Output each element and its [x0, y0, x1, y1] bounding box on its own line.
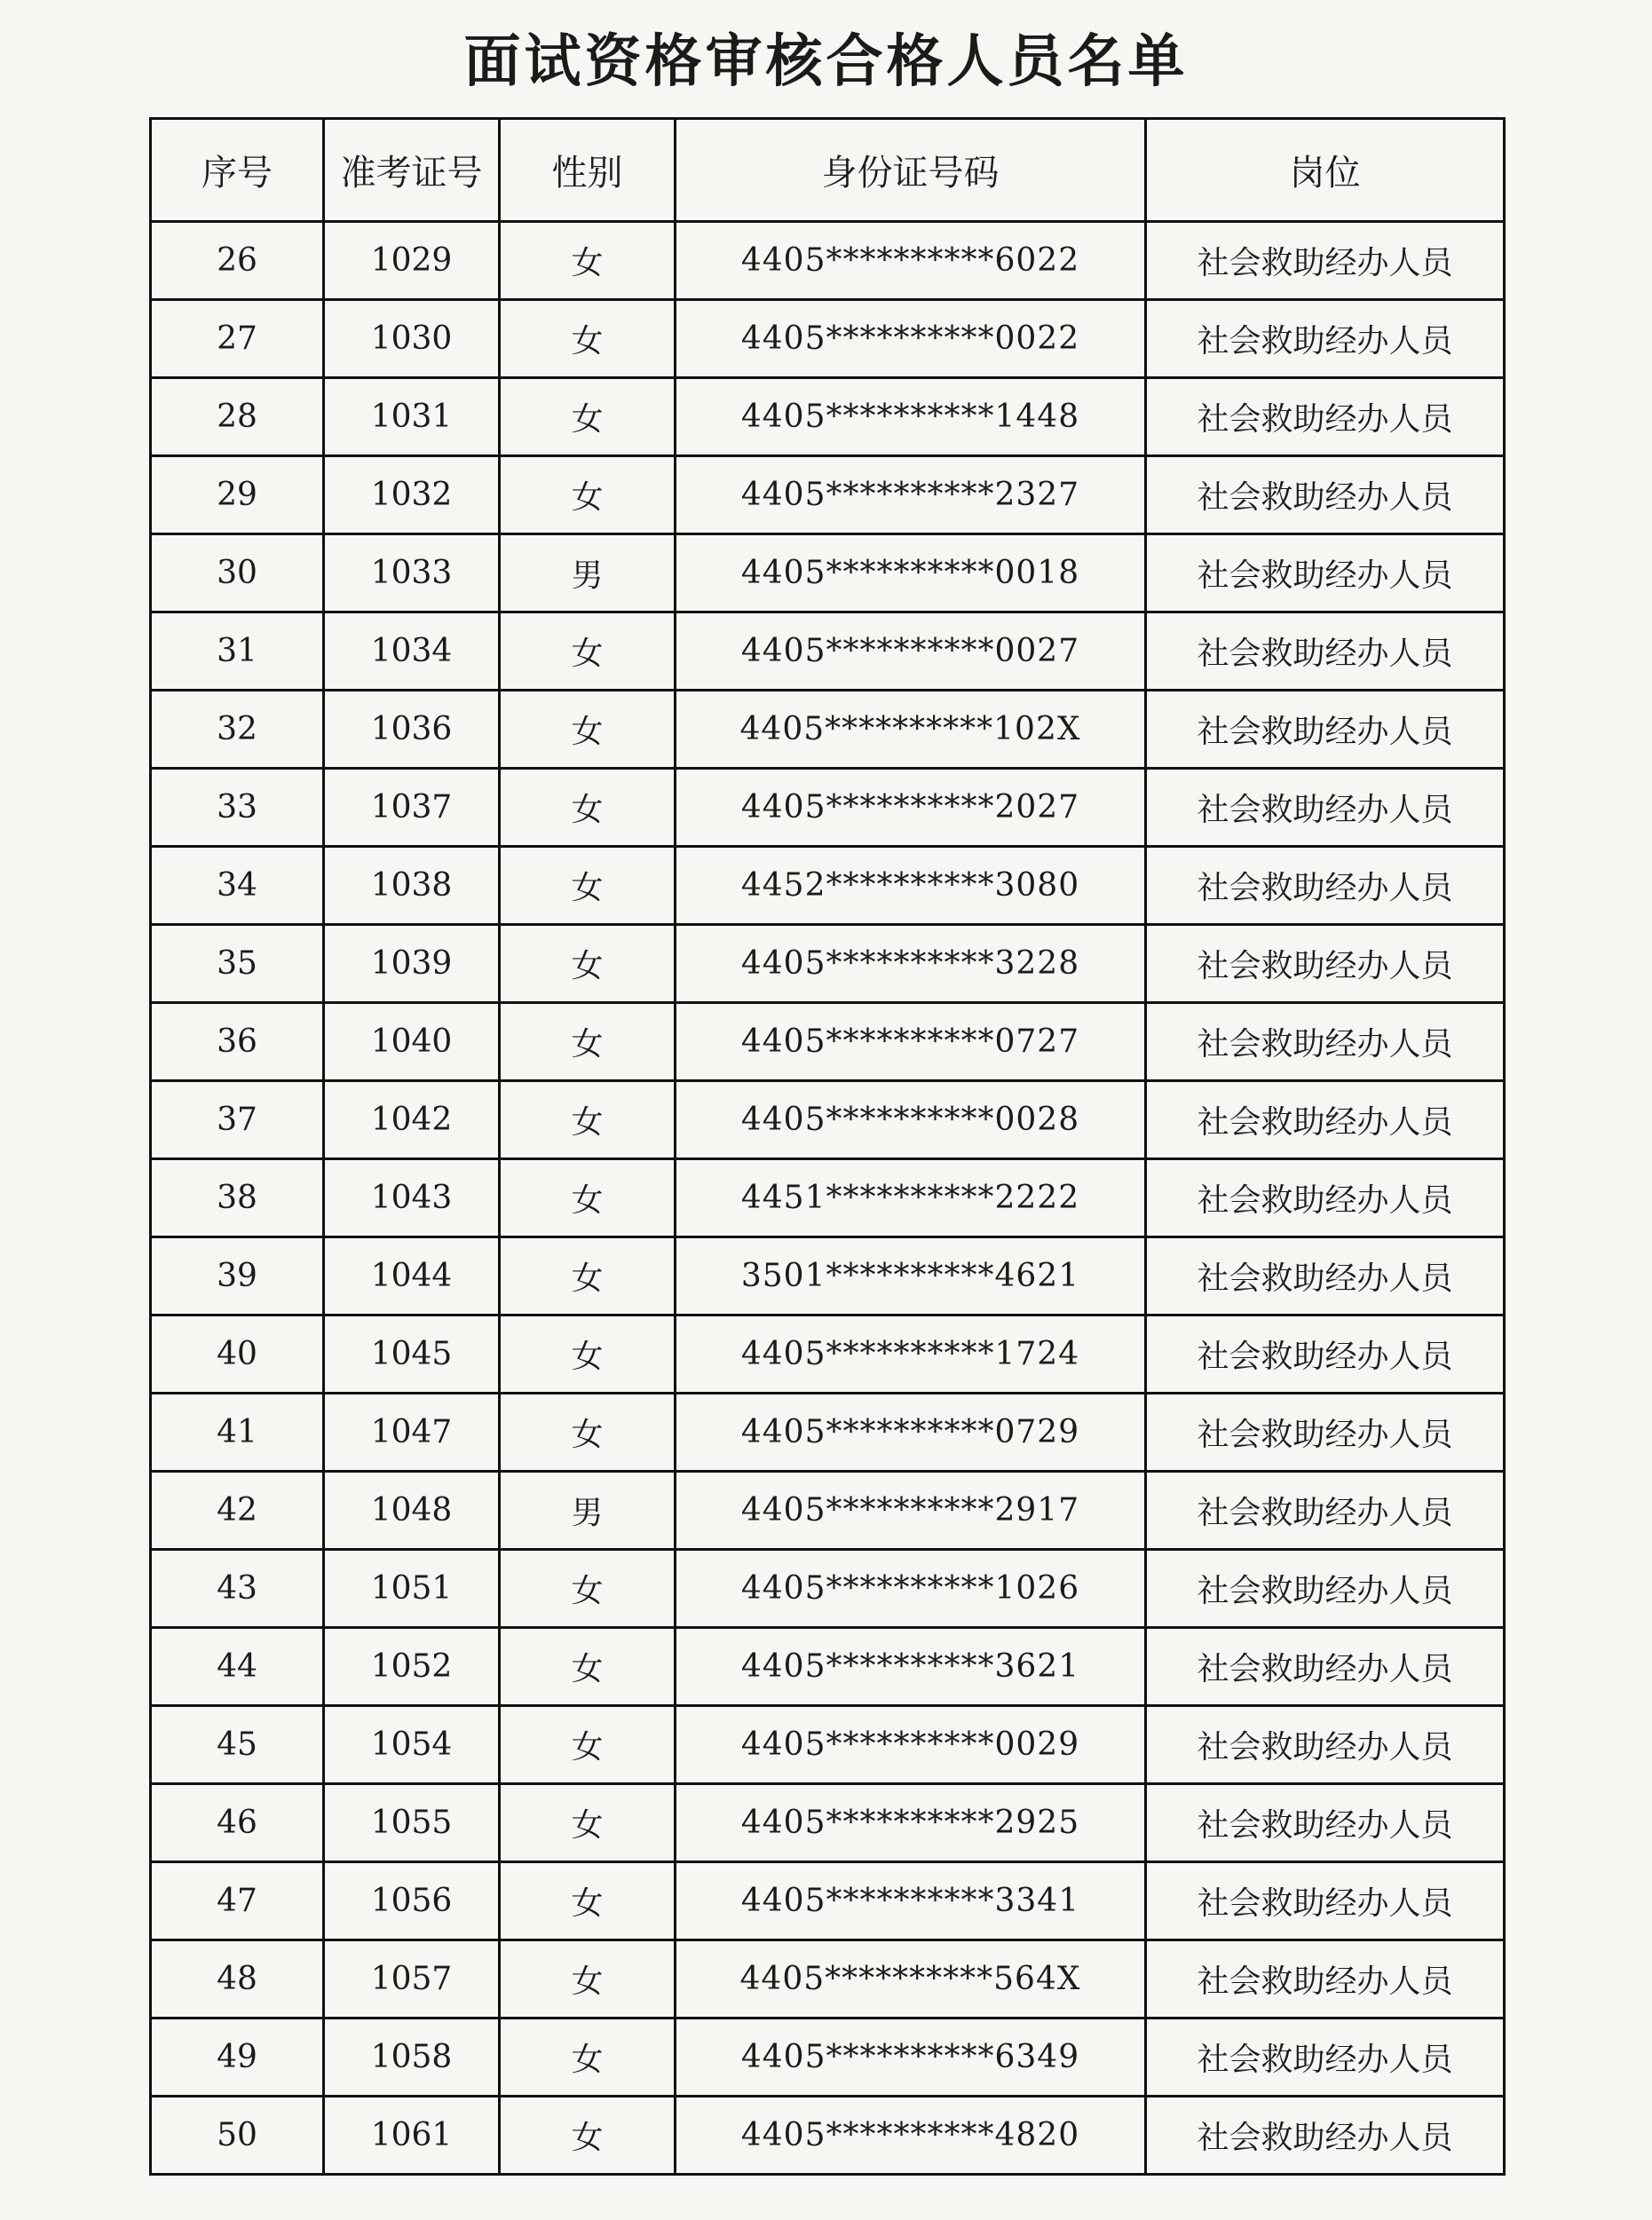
cell-gender: 女 [500, 1237, 676, 1315]
cell-exam-number: 1031 [324, 378, 500, 456]
cell-id-number: 4405**********2917 [676, 1472, 1146, 1550]
cell-id-number: 4405**********0729 [676, 1394, 1146, 1472]
table-row [151, 534, 1505, 612]
cell-position: 社会救助经办人员 [1146, 1862, 1505, 1940]
cell-exam-number: 1055 [324, 1784, 500, 1862]
cell-position: 社会救助经办人员 [1146, 1315, 1505, 1394]
cell-seq: 33 [151, 769, 324, 847]
cell-exam-number: 1056 [324, 1862, 500, 1940]
cell-seq: 46 [151, 1784, 324, 1862]
cell-id-number: 4405**********4820 [676, 2097, 1146, 2175]
cell-id-number: 4405**********6022 [676, 222, 1146, 300]
cell-seq: 36 [151, 1003, 324, 1081]
cell-position: 社会救助经办人员 [1146, 1706, 1505, 1784]
cell-position: 社会救助经办人员 [1146, 2097, 1505, 2175]
cell-seq: 34 [151, 847, 324, 925]
roster-table [149, 117, 1506, 2176]
cell-id-number: 4405**********0018 [676, 534, 1146, 612]
cell-gender: 女 [500, 1706, 676, 1784]
cell-position: 社会救助经办人员 [1146, 300, 1505, 378]
cell-exam-number: 1029 [324, 222, 500, 300]
cell-id-number: 4405**********1448 [676, 378, 1146, 456]
cell-gender: 女 [500, 1081, 676, 1159]
cell-exam-number: 1037 [324, 769, 500, 847]
table-row [151, 612, 1505, 691]
roster-table-container [149, 117, 1503, 2176]
cell-exam-number: 1042 [324, 1081, 500, 1159]
table-row [151, 2019, 1505, 2097]
cell-seq: 50 [151, 2097, 324, 2175]
cell-position: 社会救助经办人员 [1146, 1550, 1505, 1628]
cell-gender: 女 [500, 1394, 676, 1472]
cell-exam-number: 1030 [324, 300, 500, 378]
cell-seq: 35 [151, 925, 324, 1003]
cell-seq: 38 [151, 1159, 324, 1237]
cell-position: 社会救助经办人员 [1146, 534, 1505, 612]
cell-seq: 28 [151, 378, 324, 456]
cell-id-number: 4405**********2027 [676, 769, 1146, 847]
cell-position: 社会救助经办人员 [1146, 1784, 1505, 1862]
cell-position: 社会救助经办人员 [1146, 1081, 1505, 1159]
cell-gender: 女 [500, 1003, 676, 1081]
cell-gender: 男 [500, 1472, 676, 1550]
cell-position: 社会救助经办人员 [1146, 847, 1505, 925]
cell-exam-number: 1052 [324, 1628, 500, 1706]
cell-id-number: 4405**********3341 [676, 1862, 1146, 1940]
table-row [151, 222, 1505, 300]
cell-gender: 女 [500, 2019, 676, 2097]
cell-seq: 41 [151, 1394, 324, 1472]
cell-id-number: 4405**********2327 [676, 456, 1146, 534]
cell-position: 社会救助经办人员 [1146, 2019, 1505, 2097]
cell-gender: 女 [500, 378, 676, 456]
cell-id-number: 4451**********2222 [676, 1159, 1146, 1237]
cell-seq: 31 [151, 612, 324, 691]
cell-exam-number: 1047 [324, 1394, 500, 1472]
cell-gender: 女 [500, 925, 676, 1003]
table-row [151, 691, 1505, 769]
table-row [151, 1706, 1505, 1784]
column-header-id-number: 身份证号码 [676, 119, 1146, 222]
cell-seq: 29 [151, 456, 324, 534]
cell-gender: 女 [500, 769, 676, 847]
cell-gender: 女 [500, 691, 676, 769]
cell-seq: 48 [151, 1940, 324, 2019]
cell-position: 社会救助经办人员 [1146, 1003, 1505, 1081]
cell-position: 社会救助经办人员 [1146, 612, 1505, 691]
cell-exam-number: 1032 [324, 456, 500, 534]
table-row [151, 1550, 1505, 1628]
page-title: 面试资格审核合格人员名单 [463, 28, 1189, 95]
cell-gender: 女 [500, 222, 676, 300]
cell-gender: 女 [500, 1159, 676, 1237]
table-row [151, 378, 1505, 456]
cell-exam-number: 1054 [324, 1706, 500, 1784]
cell-position: 社会救助经办人员 [1146, 691, 1505, 769]
table-row [151, 1237, 1505, 1315]
cell-gender: 女 [500, 612, 676, 691]
cell-exam-number: 1051 [324, 1550, 500, 1628]
cell-id-number: 4405**********102X [676, 691, 1146, 769]
cell-seq: 42 [151, 1472, 324, 1550]
cell-exam-number: 1039 [324, 925, 500, 1003]
table-header [151, 119, 1505, 222]
table-row [151, 1862, 1505, 1940]
table-row [151, 1940, 1505, 2019]
cell-id-number: 3501**********4621 [676, 1237, 1146, 1315]
table-row [151, 1472, 1505, 1550]
table-row [151, 925, 1505, 1003]
cell-seq: 32 [151, 691, 324, 769]
table-row [151, 1003, 1505, 1081]
cell-position: 社会救助经办人员 [1146, 1159, 1505, 1237]
column-header-position: 岗位 [1146, 119, 1505, 222]
cell-position: 社会救助经办人员 [1146, 1237, 1505, 1315]
cell-position: 社会救助经办人员 [1146, 1628, 1505, 1706]
cell-gender: 男 [500, 534, 676, 612]
cell-seq: 26 [151, 222, 324, 300]
cell-position: 社会救助经办人员 [1146, 378, 1505, 456]
cell-seq: 39 [151, 1237, 324, 1315]
cell-exam-number: 1040 [324, 1003, 500, 1081]
column-header-exam-number: 准考证号 [324, 119, 500, 222]
cell-gender: 女 [500, 1628, 676, 1706]
cell-id-number: 4405**********0029 [676, 1706, 1146, 1784]
cell-position: 社会救助经办人员 [1146, 1940, 1505, 2019]
cell-seq: 30 [151, 534, 324, 612]
cell-position: 社会救助经办人员 [1146, 1394, 1505, 1472]
cell-exam-number: 1036 [324, 691, 500, 769]
cell-exam-number: 1061 [324, 2097, 500, 2175]
cell-position: 社会救助经办人员 [1146, 769, 1505, 847]
cell-id-number: 4405**********6349 [676, 2019, 1146, 2097]
cell-id-number: 4405**********1026 [676, 1550, 1146, 1628]
cell-seq: 27 [151, 300, 324, 378]
cell-seq: 37 [151, 1081, 324, 1159]
cell-id-number: 4405**********0028 [676, 1081, 1146, 1159]
cell-gender: 女 [500, 847, 676, 925]
cell-id-number: 4405**********2925 [676, 1784, 1146, 1862]
cell-gender: 女 [500, 1784, 676, 1862]
column-header-gender: 性别 [500, 119, 676, 222]
cell-seq: 47 [151, 1862, 324, 1940]
cell-id-number: 4452**********3080 [676, 847, 1146, 925]
cell-seq: 40 [151, 1315, 324, 1394]
cell-gender: 女 [500, 1862, 676, 1940]
cell-position: 社会救助经办人员 [1146, 925, 1505, 1003]
cell-seq: 49 [151, 2019, 324, 2097]
cell-id-number: 4405**********0022 [676, 300, 1146, 378]
cell-exam-number: 1057 [324, 1940, 500, 2019]
cell-exam-number: 1045 [324, 1315, 500, 1394]
table-row [151, 1628, 1505, 1706]
cell-exam-number: 1058 [324, 2019, 500, 2097]
cell-position: 社会救助经办人员 [1146, 222, 1505, 300]
cell-exam-number: 1033 [324, 534, 500, 612]
table-row [151, 1784, 1505, 1862]
cell-gender: 女 [500, 1550, 676, 1628]
cell-id-number: 4405**********0727 [676, 1003, 1146, 1081]
cell-id-number: 4405**********1724 [676, 1315, 1146, 1394]
cell-id-number: 4405**********564X [676, 1940, 1146, 2019]
table-row [151, 300, 1505, 378]
table-body [151, 222, 1505, 2175]
cell-exam-number: 1043 [324, 1159, 500, 1237]
table-row [151, 456, 1505, 534]
table-row [151, 1394, 1505, 1472]
table-row [151, 769, 1505, 847]
cell-gender: 女 [500, 1940, 676, 2019]
cell-position: 社会救助经办人员 [1146, 1472, 1505, 1550]
cell-id-number: 4405**********3228 [676, 925, 1146, 1003]
cell-id-number: 4405**********0027 [676, 612, 1146, 691]
cell-position: 社会救助经办人员 [1146, 456, 1505, 534]
cell-gender: 女 [500, 300, 676, 378]
table-row [151, 1159, 1505, 1237]
cell-exam-number: 1034 [324, 612, 500, 691]
column-header-seq: 序号 [151, 119, 324, 222]
cell-gender: 女 [500, 1315, 676, 1394]
cell-exam-number: 1048 [324, 1472, 500, 1550]
table-row [151, 2097, 1505, 2175]
cell-id-number: 4405**********3621 [676, 1628, 1146, 1706]
header-row [151, 119, 1505, 222]
table-row [151, 1315, 1505, 1394]
cell-seq: 44 [151, 1628, 324, 1706]
cell-gender: 女 [500, 2097, 676, 2175]
cell-exam-number: 1038 [324, 847, 500, 925]
table-row [151, 1081, 1505, 1159]
cell-gender: 女 [500, 456, 676, 534]
cell-seq: 45 [151, 1706, 324, 1784]
table-row [151, 847, 1505, 925]
cell-exam-number: 1044 [324, 1237, 500, 1315]
cell-seq: 43 [151, 1550, 324, 1628]
